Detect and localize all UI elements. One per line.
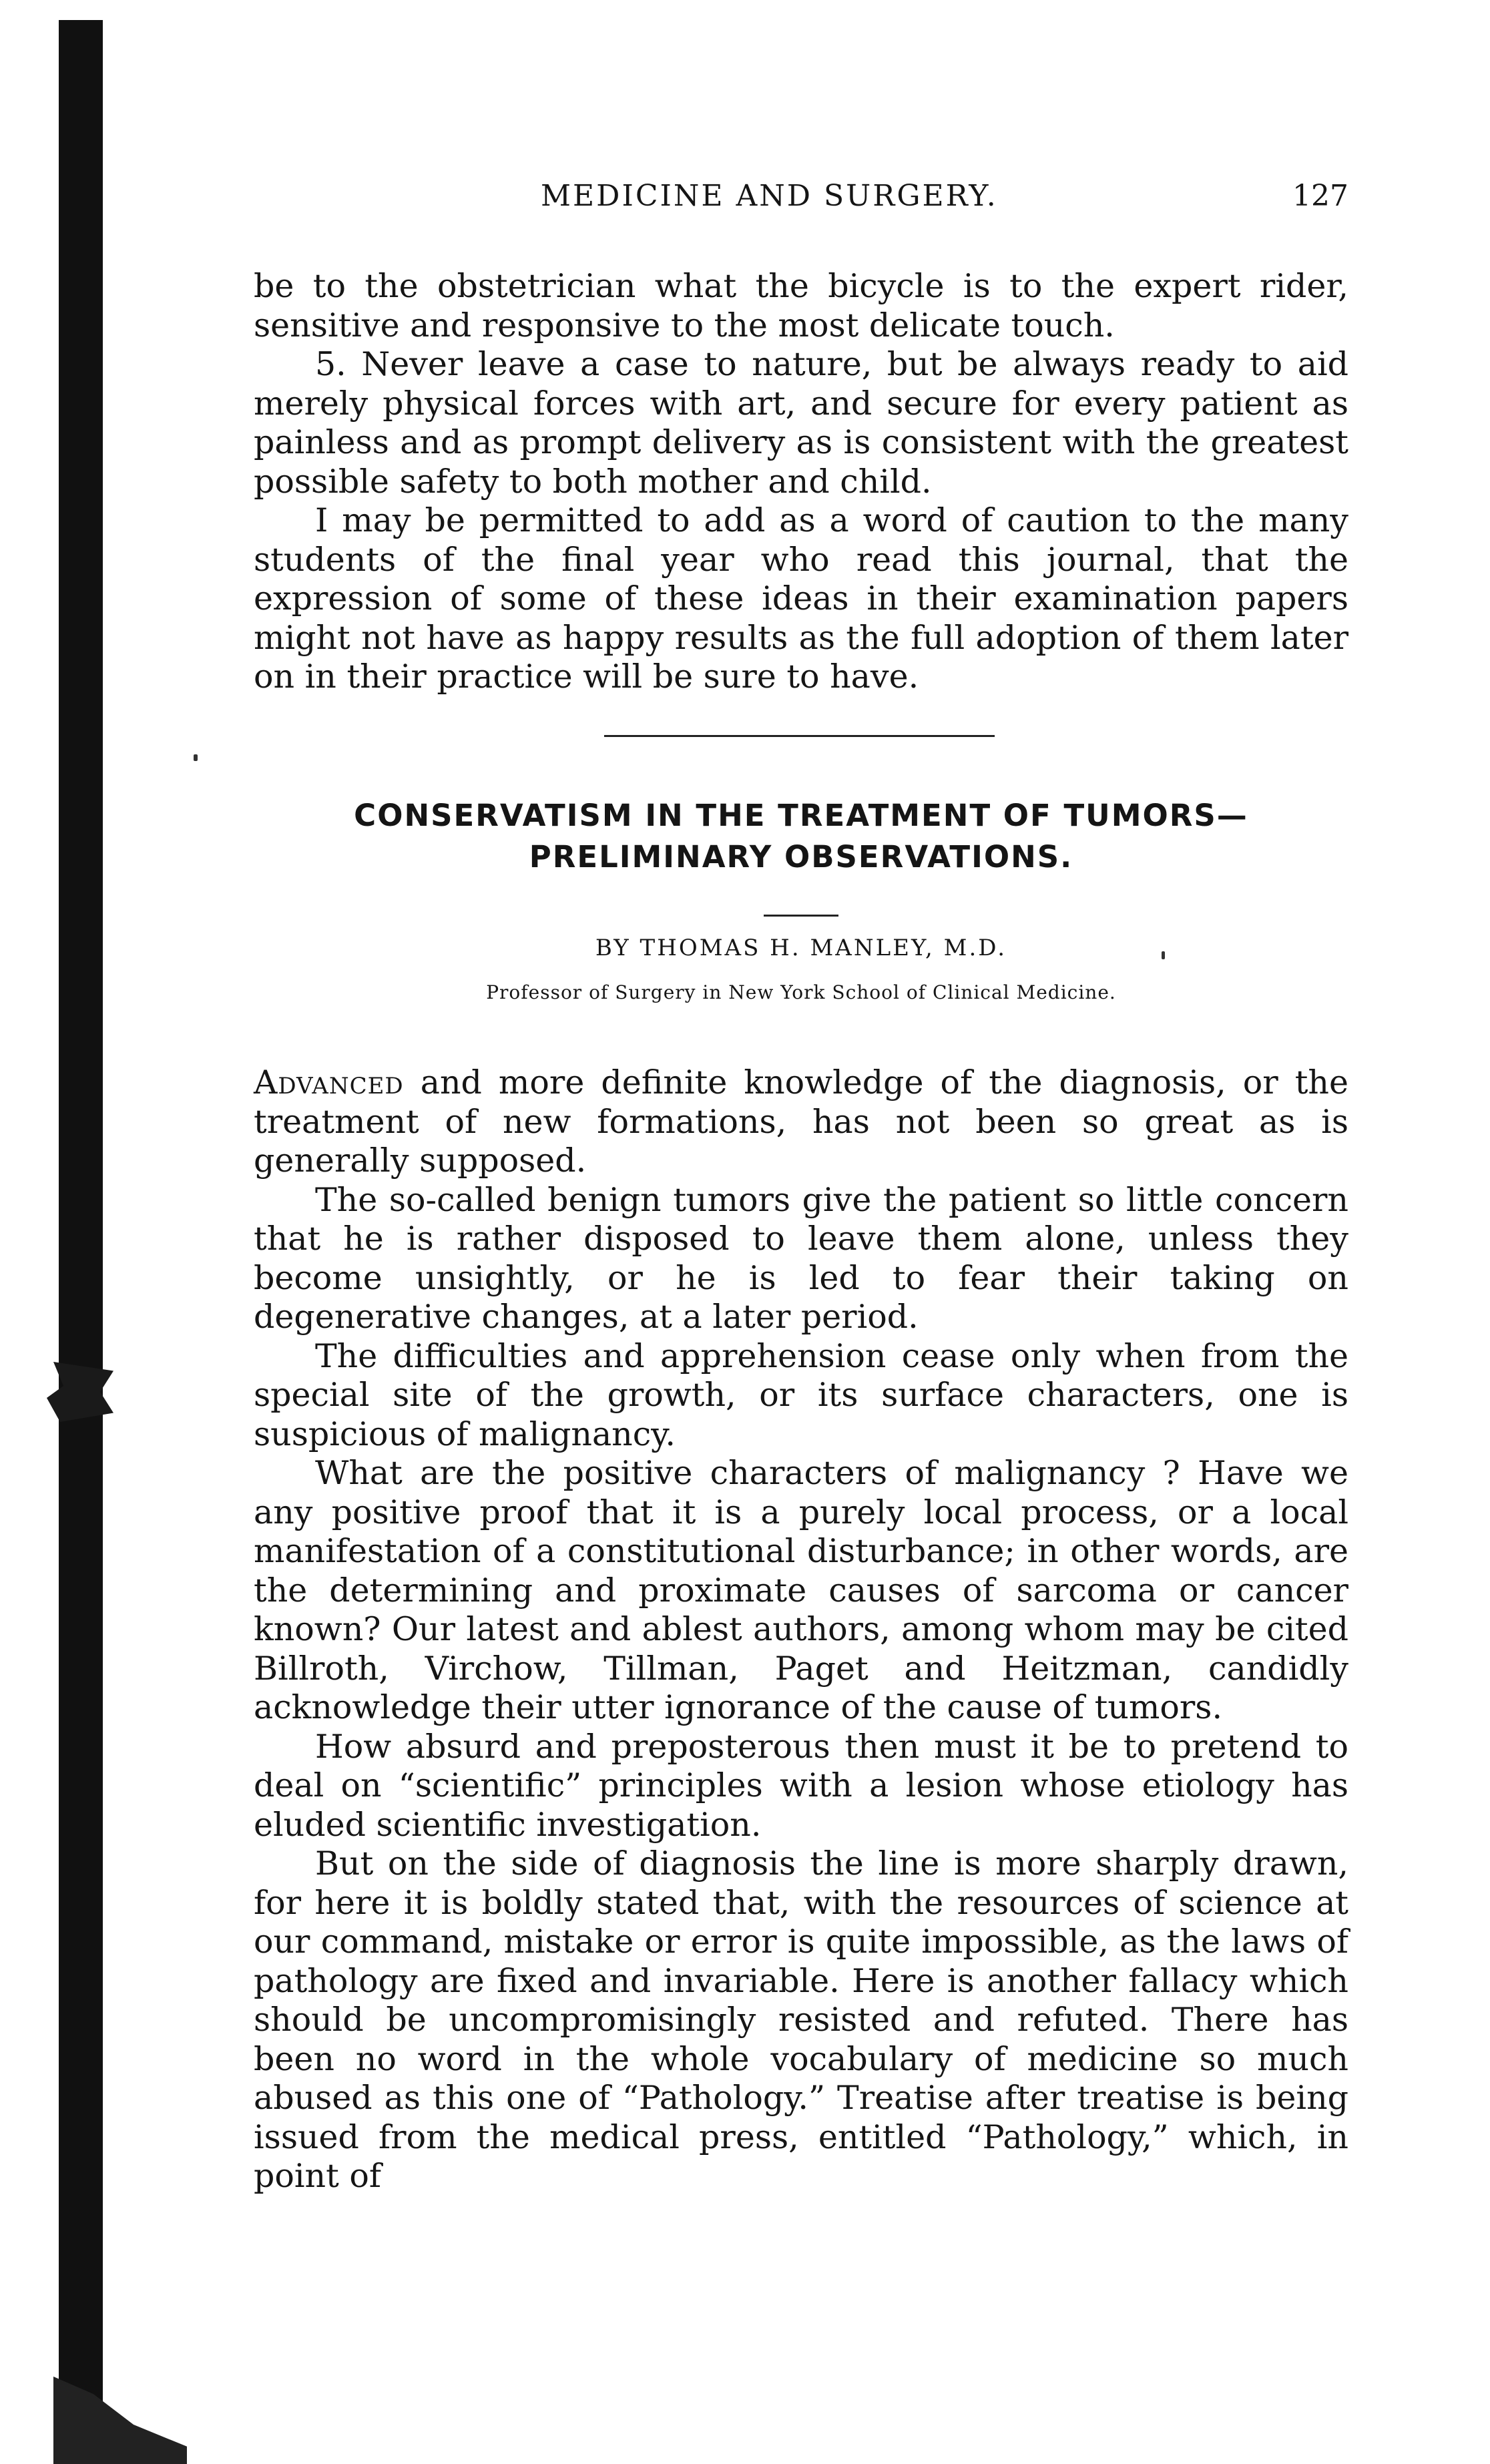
page-number: 127 (1292, 179, 1348, 213)
article-title: CONSERVATISM IN THE TREATMENT OF TUMORS— (354, 798, 1248, 833)
binding-edge-tear (47, 1362, 113, 1422)
paragraph: How absurd and preposterous then must it be to pretend to deal on “scientific” principles with a lesion whose etiology has eluded scientific investigation. (254, 1727, 1348, 1844)
previous-article-text (254, 267, 1348, 697)
paragraph: But on the side of diagnosis the line is more sharply drawn, for here it is boldly stated that, with the resources of science at our command, mistake or error is quite impossible, as the laws of pathology are fixed and invariable. Here is another fallacy which should be uncompromisingly resisted and refuted. There has been no word in the whole vocabulary of medicine so much abused as this one of “Pathology.” Treatise after treatise is being issued from the medical press, entitled “Pathology,” which, in point of (254, 1844, 1348, 2195)
binding-edge-tear (53, 2377, 187, 2464)
paragraph: What are the positive characters of malignancy ? Have we any positive proof that it is a purely local process, or a local manifestation of a constitutional disturbance; in other words, are the determining and proximate causes of sarcoma or cancer known? Our latest and ablest authors, among whom may be cited Billroth, Virchow, Tillman, Paget and Heitzman, candidly acknowledge their utter ignorance of the cause of tumors. (254, 1454, 1348, 1726)
title-divider (764, 915, 838, 917)
paragraph: I may be permitted to add as a word of caution to the many students of the final year who read this journal, that the expression of some of these ideas in their examination papers might not have as happy results as the full adoption of them later on in their practice will be sure to have. (254, 501, 1348, 696)
paragraph-text: and more definite knowledge of the diagnosis, or the treatment of new formations, has not been so great as is generally supposed. (254, 1063, 1348, 1180)
print-speck (194, 754, 198, 761)
binding-edge (59, 20, 103, 2464)
paragraph (254, 1063, 1348, 1181)
running-head: MEDICINE AND SURGERY. (541, 179, 998, 213)
article-title-continued: PRELIMINARY OBSERVATIONS. (529, 839, 1073, 875)
lead-word: Advanced (254, 1063, 404, 1101)
author-byline: BY THOMAS H. MANLEY, M.D. (595, 935, 1007, 961)
author-affiliation: Professor of Surgery in New York School of Clinical Medicine. (486, 981, 1116, 1003)
paragraph: 5. Never leave a case to nature, but be always ready to aid merely physical forces with art, and secure for every patient as painless and as prompt delivery as is consistent with the greatest possible safety to both mother and child. (254, 345, 1348, 501)
paragraph: The difficulties and apprehension cease only when from the special site of the growth, or its surface characters, one is suspicious of malignancy. (254, 1336, 1348, 1453)
paragraph: be to the obstetrician what the bicycle is to the expert rider, sensitive and responsive to the most delicate touch. (254, 267, 1348, 344)
article-body (254, 1063, 1348, 2196)
section-divider (604, 735, 995, 737)
paragraph: The so-called benign tumors give the patient so little concern that he is rather disposed to leave them alone, unless they become unsightly, or he is led to fear their taking on degenerative changes, at a later period. (254, 1180, 1348, 1336)
page-header (254, 179, 1348, 222)
